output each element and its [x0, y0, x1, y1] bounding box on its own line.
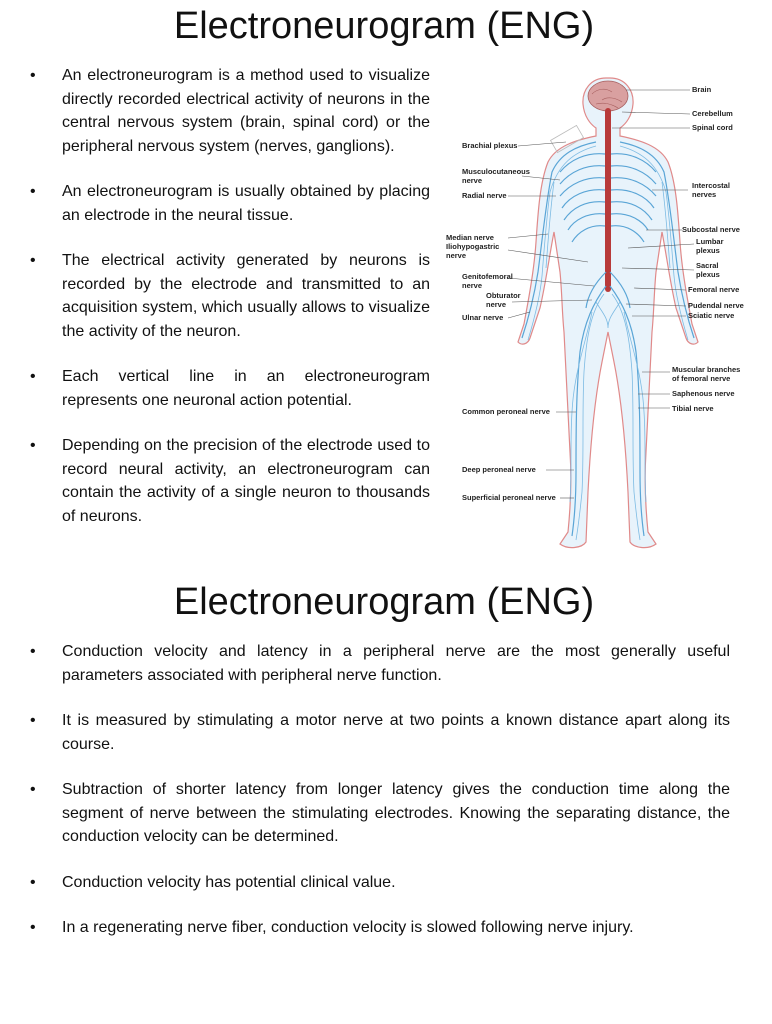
label-superficial-peroneal: Superficial peroneal nerve	[462, 493, 556, 502]
bullet-item: • Conduction velocity and latency in a peripheral nerve are the most generally useful parameters associated with peripheral nerve function.	[30, 640, 730, 687]
label-pudendal: Pudendal nerve	[688, 301, 744, 310]
label-cerebellum: Cerebellum	[692, 109, 733, 118]
bullet-item: • Conduction velocity has potential clinical value.	[30, 871, 730, 895]
slide-1-bullet-list	[30, 64, 430, 550]
bullet-item: • Depending on the precision of the electrode used to record neural activity, an electroneurogram can contain the activity of a single neuron to thousands of neurons.	[30, 434, 430, 528]
bullet-item: • In a regenerating nerve fiber, conduction velocity is slowed following nerve injury.	[30, 916, 730, 940]
left-labels	[446, 141, 556, 502]
bullet-item: • An electroneurogram is a method used to visualize directly recorded electrical activity of neurons in the central nervous system (brain, spinal cord) or the peripheral nervous system (nerves, ganglions).	[30, 64, 430, 158]
bullet-item: • Subtraction of shorter latency from longer latency gives the conduction time along the segment of nerve between the stimulating electrodes. Knowing the separating distance, the conduction velocity can be determined.	[30, 778, 730, 849]
label-brain: Brain	[692, 85, 712, 94]
label-iliohypogastric: Iliohypogastric	[446, 242, 500, 251]
label-sciatic: Sciatic nerve	[688, 311, 735, 320]
slide-2-bullet-list	[30, 640, 730, 962]
bullet-item: • It is measured by stimulating a motor nerve at two points a known distance apart along its course.	[30, 709, 730, 756]
label-brachial-plexus: Brachial plexus	[462, 141, 518, 150]
label-obturator-2: nerve	[486, 300, 507, 309]
label-subcostal: Subcostal nerve	[682, 225, 740, 234]
bullet-item: • The electrical activity generated by neurons is recorded by the electrode and transmitted to an acquisition system, which usually allows to visualize the activity of the neuron.	[30, 249, 430, 343]
label-musculocutaneous-2: nerve	[462, 176, 483, 185]
label-muscular-branches-2: of femoral nerve	[672, 374, 731, 383]
label-sacral: Sacral	[696, 261, 719, 270]
label-common-peroneal: Common peroneal nerve	[462, 407, 550, 416]
label-saphenous: Saphenous nerve	[672, 389, 735, 398]
nervous-system-illustration	[446, 72, 772, 560]
label-radial-nerve: Radial nerve	[462, 191, 507, 200]
bullet-item: • An electroneurogram is usually obtained by placing an electrode in the neural tissue.	[30, 180, 430, 227]
label-genitofemoral: Genitofemoral	[462, 272, 513, 281]
brain-shape	[588, 81, 628, 111]
label-intercostal-2: nerves	[692, 190, 717, 199]
slide-2	[0, 568, 768, 1024]
label-sacral-2: plexus	[696, 270, 720, 279]
right-labels	[672, 85, 744, 413]
label-obturator: Obturator	[486, 291, 521, 300]
spinal-cord-shape	[605, 108, 611, 292]
label-lumbar: Lumbar	[696, 237, 724, 246]
nervous-system-figure	[446, 72, 772, 560]
bullet-item: • Each vertical line in an electroneurogram represents one neuronal action potential.	[30, 365, 430, 412]
label-genitofemoral-2: nerve	[462, 281, 483, 290]
slide-1-title: Electroneurogram (ENG)	[173, 5, 595, 47]
label-spinal-cord: Spinal cord	[692, 123, 733, 132]
label-lumbar-2: plexus	[696, 246, 720, 255]
label-intercostal: Intercostal	[692, 181, 730, 190]
label-musculocutaneous: Musculocutaneous	[462, 167, 530, 176]
label-tibial: Tibial nerve	[672, 404, 714, 413]
label-muscular-branches: Muscular branches	[672, 365, 741, 374]
label-femoral: Femoral nerve	[688, 285, 740, 294]
label-median-nerve: Median nerve	[446, 233, 494, 242]
label-deep-peroneal: Deep peroneal nerve	[462, 465, 536, 474]
slide-2-title: Electroneurogram (ENG)	[173, 581, 595, 623]
label-ulnar-nerve: Ulnar nerve	[462, 313, 504, 322]
label-iliohypogastric-2: nerve	[446, 251, 467, 260]
